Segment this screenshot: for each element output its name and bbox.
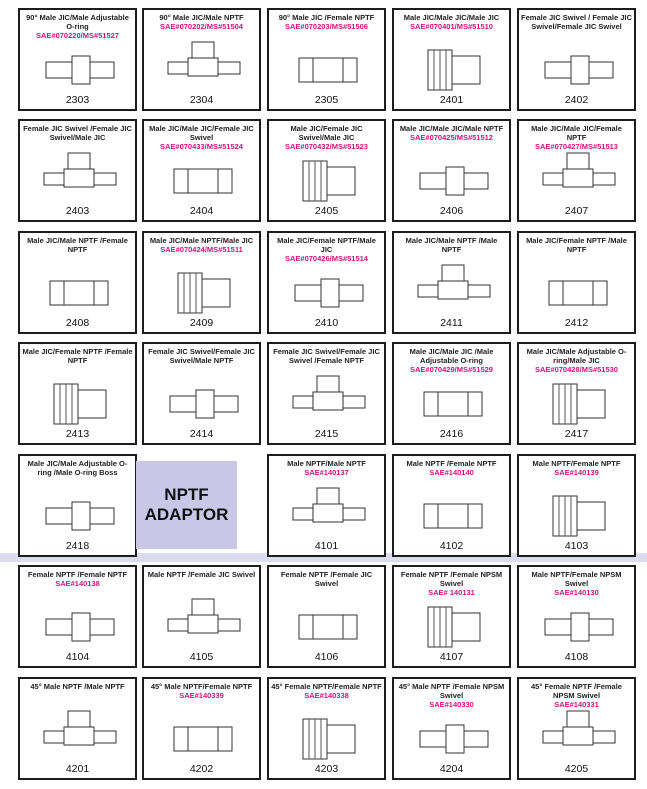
fitting-sae-number: SAE#140130 (554, 588, 599, 597)
fitting-part-number: 2416 (439, 428, 464, 440)
fitting-card (18, 565, 137, 668)
fitting-part-number: 2406 (439, 205, 464, 217)
fittings-catalog-grid (18, 8, 638, 784)
fitting-card (142, 677, 261, 780)
fitting-part-number: 2413 (65, 428, 90, 440)
fitting-card (142, 342, 261, 445)
fitting-part-number: 2402 (564, 94, 589, 106)
fitting-sae-number: SAE#140339 (179, 691, 224, 700)
fitting-description: 90° Male JIC/Male Adjustable O-ring (26, 13, 129, 31)
fitting-description: Male NPTF/Female NPTF (532, 459, 621, 468)
fitting-sae-number: SAE#070424/MS#51511 (160, 245, 243, 254)
fitting-drawing (164, 40, 244, 95)
fitting-title (396, 570, 507, 597)
fitting-title (521, 347, 632, 374)
fitting-description: Male JIC/Male JIC /Male Adjustable O-ring (409, 347, 494, 365)
fitting-drawing (539, 263, 619, 318)
fitting-title (22, 13, 133, 40)
fitting-drawing (539, 40, 619, 95)
fitting-title (146, 236, 257, 254)
fitting-sae-number: SAE#070427/MS#51513 (535, 142, 618, 151)
fitting-drawing (40, 597, 120, 652)
fitting-description: Male JIC/Male JIC/Female NPTF (531, 124, 622, 142)
fitting-drawing (539, 486, 619, 541)
fitting-title (22, 570, 133, 588)
fitting-title (271, 124, 382, 151)
fitting-drawing (40, 374, 120, 429)
fitting-card (392, 565, 511, 668)
fitting-sae-number: SAE# 140131 (428, 588, 475, 597)
fitting-card (18, 677, 137, 780)
fitting-drawing (414, 486, 494, 541)
fitting-description: Male NPTF /Female NPTF (406, 459, 497, 468)
fitting-title (146, 570, 257, 579)
fitting-sae-number: SAE#070426/MS#51514 (285, 254, 368, 263)
fitting-title (146, 347, 257, 365)
fitting-description: Female JIC Swivel / Female JIC Swivel/Female JIC Swivel (521, 13, 632, 31)
fitting-description: Male JIC/Female NPTF /Female NPTF (22, 347, 133, 365)
fitting-description: 45° Male NPTF/Female NPTF (150, 682, 253, 691)
fitting-title (521, 682, 632, 709)
fitting-sae-number: SAE#140331 (554, 700, 599, 709)
fitting-description: Male NPTF /Female JIC Swivel (147, 570, 256, 579)
nptf-adaptor-banner (136, 461, 237, 549)
fitting-card (142, 231, 261, 334)
fitting-description: Male JIC/Female NPTF/Male JIC (277, 236, 376, 254)
fitting-part-number: 2305 (314, 94, 339, 106)
fitting-description: Male NPTF/Female NPSM Swivel (531, 570, 622, 588)
fitting-part-number: 4102 (439, 540, 464, 552)
fitting-part-number: 4101 (314, 540, 339, 552)
fitting-drawing (414, 597, 494, 652)
fitting-sae-number: SAE#140139 (554, 468, 599, 477)
fitting-drawing (164, 709, 244, 764)
fitting-drawing (539, 709, 619, 764)
fitting-title (521, 13, 632, 31)
fitting-title (396, 236, 507, 254)
fitting-description: Male JIC/Male Adjustable O-ring /Male O-ring Boss (27, 459, 128, 477)
fitting-card (142, 8, 261, 111)
fitting-description: Male JIC/Male JIC/Male NPTF (399, 124, 504, 133)
fitting-sae-number: SAE#070432/MS#51523 (285, 142, 368, 151)
fitting-description: 45° Female NPTF /Female NPSM Swivel (531, 682, 622, 700)
fitting-part-number: 4103 (564, 540, 589, 552)
fitting-part-number: 4108 (564, 651, 589, 663)
fitting-title (22, 236, 133, 254)
fitting-card (517, 342, 636, 445)
fitting-drawing (289, 709, 369, 764)
fitting-part-number: 2414 (189, 428, 214, 440)
fitting-part-number: 2303 (65, 94, 90, 106)
fitting-card (267, 8, 386, 111)
fitting-drawing (164, 151, 244, 206)
fitting-card (142, 565, 261, 668)
fitting-drawing (289, 374, 369, 429)
fitting-description: Female JIC Swivel /Female JIC Swivel/Male JIC (23, 124, 132, 142)
fitting-drawing (289, 597, 369, 652)
fitting-part-number: 4203 (314, 763, 339, 775)
fitting-description: Female NPTF /Female JIC Swivel (280, 570, 373, 588)
fitting-card (18, 8, 137, 111)
fitting-title (22, 682, 133, 691)
fitting-card (517, 231, 636, 334)
fitting-title (521, 459, 632, 477)
fitting-title (396, 682, 507, 709)
fitting-card (18, 119, 137, 222)
fitting-description: Female JIC Swivel/Female JIC Swivel /Female NPTF (273, 347, 380, 365)
fitting-description: Male JIC/Male JIC/Male JIC (403, 13, 500, 22)
fitting-card (142, 119, 261, 222)
fitting-title (271, 347, 382, 365)
fitting-description: Female NPTF /Female NPSM Swivel (400, 570, 503, 588)
fitting-part-number: 4202 (189, 763, 214, 775)
fitting-drawing (40, 40, 120, 95)
fitting-description: Male JIC/Male NPTF/Male JIC (149, 236, 254, 245)
fitting-part-number: 4104 (65, 651, 90, 663)
fitting-card (517, 8, 636, 111)
fitting-drawing (164, 374, 244, 429)
fitting-title (521, 236, 632, 254)
fitting-card (267, 677, 386, 780)
fitting-drawing (539, 374, 619, 429)
fitting-title (271, 236, 382, 263)
fitting-title (22, 459, 133, 477)
fitting-card (267, 565, 386, 668)
fitting-title (396, 347, 507, 374)
fitting-sae-number: SAE#140338 (304, 691, 349, 700)
fitting-description: Male JIC/Male NPTF /Female NPTF (27, 236, 128, 254)
fitting-card (18, 454, 137, 557)
fitting-description: 45° Male NPTF /Female NPSM Swivel (398, 682, 505, 700)
fitting-part-number: 2404 (189, 205, 214, 217)
fitting-title (146, 13, 257, 31)
fitting-card (517, 119, 636, 222)
banner-line-1: NPTF (164, 485, 209, 504)
fitting-description: Male JIC/Male Adjustable O-ring/Male JIC (526, 347, 627, 365)
fitting-part-number: 2415 (314, 428, 339, 440)
fitting-description: Female NPTF /Female NPTF (27, 570, 128, 579)
fitting-card (18, 342, 137, 445)
fitting-card (392, 8, 511, 111)
fitting-drawing (40, 151, 120, 206)
fitting-sae-number: SAE#070401/MS#51510 (410, 22, 493, 31)
fitting-part-number: 2417 (564, 428, 589, 440)
fitting-part-number: 2412 (564, 317, 589, 329)
fitting-part-number: 4204 (439, 763, 464, 775)
fitting-sae-number: SAE#070428/MS#51530 (535, 365, 618, 374)
fitting-description: 45° Male NPTF /Male NPTF (30, 682, 125, 691)
fitting-card (517, 565, 636, 668)
fitting-part-number: 2304 (189, 94, 214, 106)
fitting-card (392, 677, 511, 780)
fitting-part-number: 2411 (440, 317, 463, 329)
fitting-drawing (289, 40, 369, 95)
fitting-drawing (539, 151, 619, 206)
fitting-description: Male JIC/Male JIC/Female JIC Swivel (149, 124, 254, 142)
fitting-part-number: 2401 (439, 94, 464, 106)
fitting-title (22, 124, 133, 142)
fitting-sae-number: SAE#140138 (55, 579, 100, 588)
fitting-title (22, 347, 133, 365)
fitting-description: Male JIC/Female NPTF /Male NPTF (526, 236, 627, 254)
fitting-drawing (164, 263, 244, 318)
fitting-drawing (289, 151, 369, 206)
fitting-drawing (414, 709, 494, 764)
fitting-card (267, 342, 386, 445)
fitting-part-number: 4201 (65, 763, 90, 775)
fitting-part-number: 2409 (189, 317, 214, 329)
fitting-title (271, 570, 382, 588)
fitting-part-number: 2405 (314, 205, 339, 217)
fitting-card (392, 231, 511, 334)
fitting-drawing (40, 486, 120, 541)
fitting-title (146, 124, 257, 151)
fitting-title (396, 459, 507, 477)
fitting-drawing (289, 486, 369, 541)
fitting-sae-number: SAE#070425/MS#51512 (410, 133, 493, 142)
fitting-part-number: 2408 (65, 317, 90, 329)
fitting-drawing (289, 263, 369, 318)
fitting-title (271, 682, 382, 700)
fitting-sae-number: SAE#070433/MS#51524 (160, 142, 243, 151)
fitting-sae-number: SAE#070202/MS#51504 (160, 22, 243, 31)
fitting-drawing (40, 263, 120, 318)
fitting-title (271, 13, 382, 31)
fitting-description: 90° Male JIC /Female NPTF (278, 13, 375, 22)
fitting-sae-number: SAE#140137 (304, 468, 349, 477)
fitting-description: Male NPTF/Male NPTF (287, 459, 366, 468)
fitting-part-number: 2410 (314, 317, 339, 329)
fitting-sae-number: SAE#140140 (429, 468, 474, 477)
fitting-part-number: 4205 (564, 763, 589, 775)
fitting-card (267, 454, 386, 557)
fitting-sae-number: SAE#070429/MS#51529 (410, 365, 493, 374)
fitting-part-number: 4106 (314, 651, 339, 663)
banner-line-2: ADAPTOR (144, 505, 229, 524)
fitting-card (392, 119, 511, 222)
fitting-part-number: 4105 (189, 651, 214, 663)
fitting-card (392, 454, 511, 557)
fitting-title (271, 459, 382, 477)
fitting-drawing (539, 597, 619, 652)
fitting-card (267, 119, 386, 222)
fitting-card (18, 231, 137, 334)
fitting-title (396, 124, 507, 142)
fitting-card (392, 342, 511, 445)
fitting-title (521, 124, 632, 151)
fitting-description: 90° Male JIC/Male NPTF (159, 13, 244, 22)
fitting-drawing (414, 151, 494, 206)
fitting-part-number: 2403 (65, 205, 90, 217)
fitting-card (517, 677, 636, 780)
fitting-part-number: 2418 (65, 540, 90, 552)
fitting-title (521, 570, 632, 597)
fitting-description: Male JIC/Female JIC Swivel/Male JIC (290, 124, 363, 142)
fitting-drawing (414, 374, 494, 429)
fitting-drawing (40, 709, 120, 764)
fitting-card (267, 231, 386, 334)
fitting-part-number: 2407 (564, 205, 589, 217)
fitting-sae-number: SAE#070203/MS#51506 (285, 22, 368, 31)
fitting-sae-number: SAE#070220/MS#51527 (36, 31, 119, 40)
fitting-title (396, 13, 507, 31)
fitting-drawing (164, 597, 244, 652)
fitting-description: 45° Female NPTF/Female NPTF (271, 682, 382, 691)
fitting-part-number: 4107 (439, 651, 464, 663)
fitting-description: Male JIC/Male NPTF /Male NPTF (405, 236, 498, 254)
fitting-card (517, 454, 636, 557)
fitting-drawing (414, 263, 494, 318)
fitting-title (146, 682, 257, 700)
fitting-drawing (414, 40, 494, 95)
fitting-description: Female JIC Swivel/Female JIC Swivel/Male NPTF (148, 347, 255, 365)
fitting-sae-number: SAE#140330 (429, 700, 474, 709)
